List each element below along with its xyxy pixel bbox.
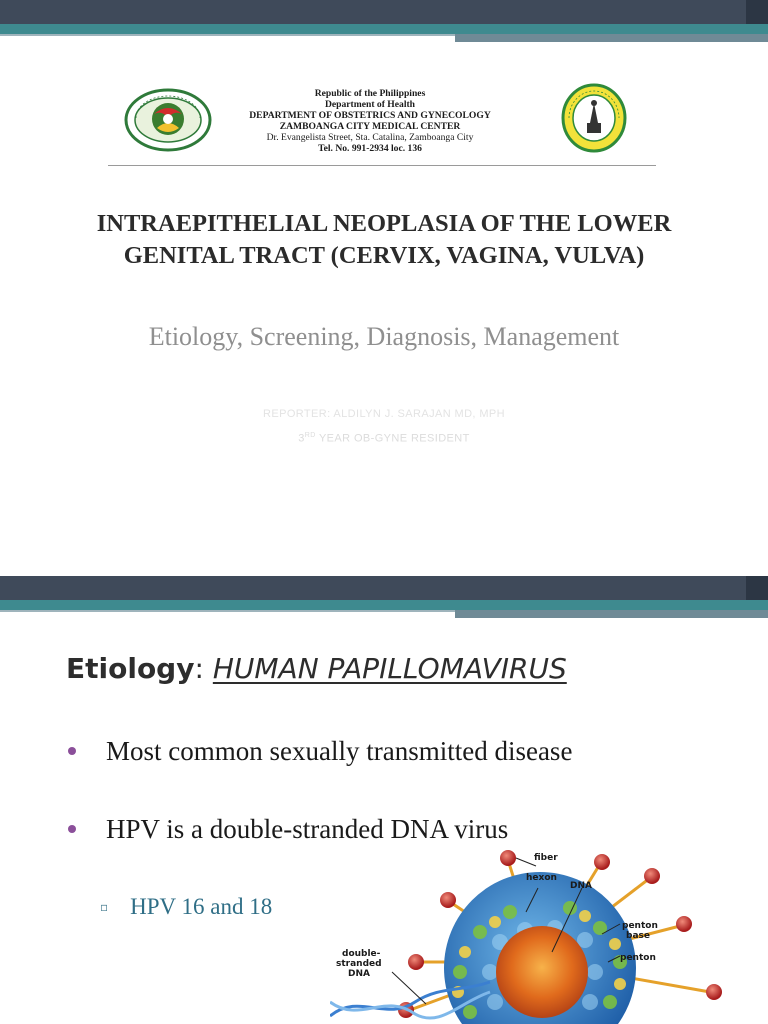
label-penton-base-1: penton <box>622 921 658 931</box>
slide-title-text <box>40 208 728 272</box>
letterhead-line: DEPARTMENT OF OBSTETRICS AND GYNECOLOGY <box>249 110 491 121</box>
heading-italic: HUMAN PAPILLOMAVIRUS <box>212 652 567 685</box>
heading-bold: Etiology <box>66 652 195 685</box>
label-penton: penton <box>620 953 656 963</box>
slide-subtitle: Etiology, Screening, Diagnosis, Management <box>148 322 620 351</box>
letterhead-line: Tel. No. 991-2934 loc. 136 <box>318 143 422 154</box>
bullet-item: Most common sexually transmitted disease <box>68 736 572 767</box>
department-logo-icon <box>124 88 212 152</box>
reporter-text: REPORTER: ALDILYN J. SARAJAN MD, MPH <box>263 408 505 420</box>
title-line-2: GENITAL TRACT (CERVIX, VAGINA, VULVA) <box>123 242 645 269</box>
top-bar-dark <box>0 0 768 24</box>
top-bar-dark <box>0 576 768 600</box>
letterhead-line: Republic of the Philippines <box>314 88 426 99</box>
label-dna: DNA <box>570 881 592 891</box>
label-penton-base-2: base <box>626 931 650 941</box>
sub-bullet-item: ▫ HPV 16 and 18 <box>100 894 273 919</box>
bullet-dot-icon <box>68 747 76 755</box>
label-fiber: fiber <box>534 853 558 863</box>
label-hexon: hexon <box>526 873 557 883</box>
label-ds2: stranded <box>336 959 382 969</box>
resident-text: 3RD YEAR OB-GYNE RESIDENT <box>298 432 470 445</box>
letterhead-divider <box>108 165 656 166</box>
medical-center-seal-icon <box>561 83 627 153</box>
letterhead <box>200 88 540 154</box>
top-bar-teal <box>0 600 768 610</box>
letterhead-line: Dr. Evangelista Street, Sta. Catalina, Zamboanga City <box>266 132 474 143</box>
bullet-dot-icon <box>68 825 76 833</box>
hpv-virus-illustration <box>330 842 750 1024</box>
slide-heading: Etiology: HUMAN PAPILLOMAVIRUS <box>66 652 567 685</box>
letterhead-line: Department of Health <box>324 99 416 110</box>
bullet-item: HPV is a double-stranded DNA virus <box>68 814 508 845</box>
letterhead-line: ZAMBOANGA CITY MEDICAL CENTER <box>279 121 461 132</box>
top-bar-teal <box>0 24 768 34</box>
title-line-1: INTRAEPITHELIAL NEOPLASIA OF THE LOWER <box>96 210 672 237</box>
label-ds1: double- <box>342 949 381 959</box>
fiber-knob-icon <box>500 850 516 866</box>
square-bullet-icon: ▫ <box>100 900 109 914</box>
label-ds3: DNA <box>348 969 370 979</box>
